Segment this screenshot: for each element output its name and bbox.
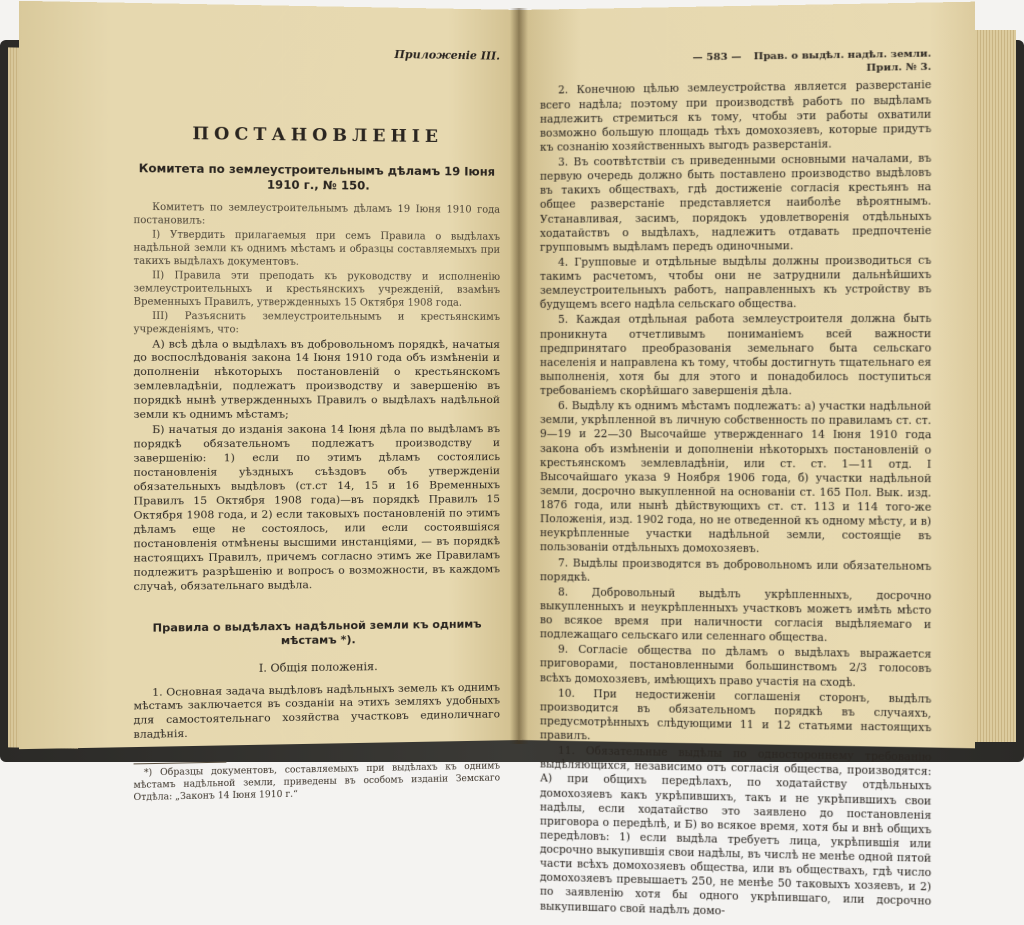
paragraph: 4. Групповые и отдѣльные выдѣлы должны производиться съ такимъ расчетомъ, чтобы они не затруднили дальнѣйшихъ землеустроительныхъ работъ, направленныхъ къ устройству въ будущемъ всего надѣла сельскаго общества. [539, 253, 932, 312]
paragraph: 5. Каждая отдѣльная работа землеустроителя должна быть проникнута отчетливымъ пониманiемъ всей важности предпринятаго преобразованiя земельнаго быта сельскаго населенiя и направлена къ тому, чтобы достигнуть тщательнаго ея выполненiя, хотя бы для этого и понадобилось поступиться требованiемъ скорѣйшаго завершенiя дѣла. [539, 312, 932, 398]
paragraph: Комитетъ по землеустроительнымъ дѣламъ 19 Iюня 1910 года постановилъ: [133, 202, 501, 227]
paragraph: 3. Въ соотвѣтствiи съ приведенными основными началами, въ первую очередь должно быть поставлено производство выдѣловъ въ такихъ обществахъ, гдѣ достиженiе согласiя крестьянъ на общее разверстанiе представляется наиболѣе вѣроятнымъ. Устанавливая, засимъ, порядокъ удовлетворенiя отдѣльныхъ ходатайствъ о выдѣлахъ, надлежитъ отдавать предпочтенiе групповымъ выдѣламъ передъ одиночными. [539, 151, 932, 254]
paragraph: 2. Конечною цѣлью землеустройства является разверстанiе всего надѣла; поэтому при производствѣ работъ по выдѣламъ надлежитъ стремиться къ тому, чтобы эти работы охватили возможно большую площадь тѣхъ домохозяевъ, которые придутъ къ сознанiю хозяйственныхъ выгодъ разверстанiя. [539, 78, 932, 154]
paragraph: Б) начатыя до изданiя закона 14 Iюня дѣла по выдѣламъ въ порядкѣ обязательномъ подлежатъ производству и завершенiю: 1) если по этимъ дѣламъ состоялись постановленiя уѣздныхъ съѣздовъ объ утвержденiи обязательныхъ выдѣловъ (ст.ст 14, 15 и 16 Временныхъ Правилъ 15 Октября 1908 года)—въ порядкѣ Правилъ 15 Октября 1908 года, и 2) если таковыхъ постановленiй по этимъ дѣламъ еще не состоялось, или если состоявшiяся постановленiя отмѣнены высшими инстанцiями, — въ порядкѣ настоящихъ Правилъ, причемъ согласно этимъ же Правиламъ подлежитъ разрѣшенiю и вопросъ о возможности, въ каждомъ случаѣ, обязательнаго выдѣла. [133, 423, 501, 594]
paragraph: А) всѣ дѣла о выдѣлахъ въ добровольномъ порядкѣ, начатыя до воспослѣдованiя закона 14 Iюня 1910 года объ измѣненiи и дополненiи нѣкоторыхъ постановленiй о крестьянскомъ землевладѣнiи, подлежатъ производству и завершенiю въ порядкѣ нынѣ утвержденныхъ Правилъ о выдѣлахъ надѣльной земли къ однимъ мѣстамъ; [133, 337, 501, 422]
right-page [518, 2, 975, 918]
paragraph: III) Разъяснить землеустроительнымъ и крестьянскимъ учрежденiямъ, что: [133, 310, 501, 336]
paragraph: 10. При недостиженiи соглашенiя сторонъ, выдѣлъ производится въ обязательномъ порядкѣ въ случаяхъ, предусмотрѣнныхъ слѣдующими 11 и 12 статьями настоящихъ правилъ. [539, 686, 932, 743]
section-title: Правила о выдѣлахъ надѣльной земли къ однимъ мѣстамъ *). [152, 617, 482, 648]
running-head: Приложенiе III. [394, 47, 501, 63]
paragraph: II) Правила эти преподать къ руководству и исполненiю землеустроительныхъ и крестьянскихъ учрежденiй, взамѣнъ Временныхъ Правилъ, утвержденныхъ 15 Октября 1908 года. [133, 270, 501, 309]
document-subtitle: Комитета по землеустроительнымъ дѣламъ 19 Iюня 1910 г., № 150. [138, 160, 496, 193]
book-gutter [510, 8, 528, 744]
appendix-number: Прил. № 3. [866, 61, 932, 75]
paragraph: I) Утвердить прилагаемыя при семъ Правила о выдѣлахъ надѣльной земли къ однимъ мѣстамъ и образцы составляемыхъ при такихъ выдѣлахъ документовъ. [133, 229, 501, 268]
footnote-divider [134, 762, 227, 765]
footnote: *) Образцы документовъ, составляемыхъ при выдѣлахъ къ однимъ мѣстамъ надѣльной земли, приведены въ особомъ изданiи Земскаго Отдѣла: „Законъ 14 Iюня 1910 г.“ [133, 761, 501, 804]
paragraph: 9. Согласiе общества по дѣламъ о выдѣлахъ выражается приговорами, постановленными большинствомъ 2/3 голосовъ всѣхъ домохозяевъ, имѣющихъ право участiя на сходѣ. [539, 642, 932, 689]
document-title: ПОСТАНОВЛЕНIЕ [192, 123, 443, 147]
page-number: — 583 — [692, 51, 742, 64]
running-head-title: Прав. о выдѣл. надѣл. земли. [753, 48, 932, 63]
section-subtitle: I. Общiя положенiя. [258, 660, 378, 675]
left-page [19, 1, 522, 804]
paragraph: 6. Выдѣлу къ однимъ мѣстамъ подлежатъ: а) участки надѣльной земли, укрѣпленной въ личную собственность по правиламъ ст. ст. 9—19 и 22—30 Высочайше утвержденнаго 14 Iюня 1910 года закона объ измѣненiи и дополненiи нѣкоторыхъ постановленiй о крестьянскомъ землевладѣнiи, или ст. ст. 1—11 отд. I Высочайшаго указа 9 Ноября 1906 года, б) участки надѣльной земли, досрочно выкупленной на основанiи ст. 165 Пол. Вык. изд. 1876 года, или нынѣ дѣйствующихъ ст. ст. 113 и 114 того-же Положенiя, изд. 1902 года, но не отведенной къ одному мѣсту, и в) неукрѣпленные участки надѣльной земли, состоящiе въ пользованiи отдѣльныхъ домохозяевъ. [539, 399, 932, 556]
paragraph: 1. Основная задача выдѣловъ надѣльныхъ земель къ однимъ мѣстамъ заключается въ созданiи на этихъ земляхъ удобныхъ для самостоятельнаго хозяйства участковъ единоличнаго владѣнiя. [133, 680, 501, 742]
paragraph: 7. Выдѣлы производятся въ добровольномъ или обязательномъ порядкѣ. [539, 555, 932, 584]
paragraph: 8. Добровольный выдѣлъ укрѣпленныхъ, досрочно выкупленныхъ и неукрѣпленныхъ участковъ можетъ имѣть мѣсто во всякое время при наличности согласiя выдѣляемаго и подлежащаго сельскаго или селеннаго общества. [539, 585, 932, 645]
paragraph: 11. Обязательные выдѣлы по одностороннему требованiю выдѣляющихся, независимо отъ согласiя общества, производятся: А) при общихъ передѣлахъ, по ходатайству отдѣльныхъ домохозяевъ какъ укрѣпившихъ, такъ и не укрѣпившихъ свои надѣлы, если ходатайство это заявлено до постановленiя приговора о передѣлѣ, и Б) во всякое время, хотя бы и внѣ общихъ передѣловъ: 1) если выдѣла требуетъ лица, укрѣпившiя или досрочно выкупившiя свои надѣлы, въ числѣ не менѣе одной пятой части всѣхъ домохозяевъ общества, или въ обществахъ, гдѣ число домохозяевъ превышаетъ 250, не менѣе 50 таковыхъ хозяевъ, и 2) по заявленiю хотя бы одного укрѣпившаго, или досрочно выкупившаго свой надѣлъ домо- [539, 743, 932, 918]
